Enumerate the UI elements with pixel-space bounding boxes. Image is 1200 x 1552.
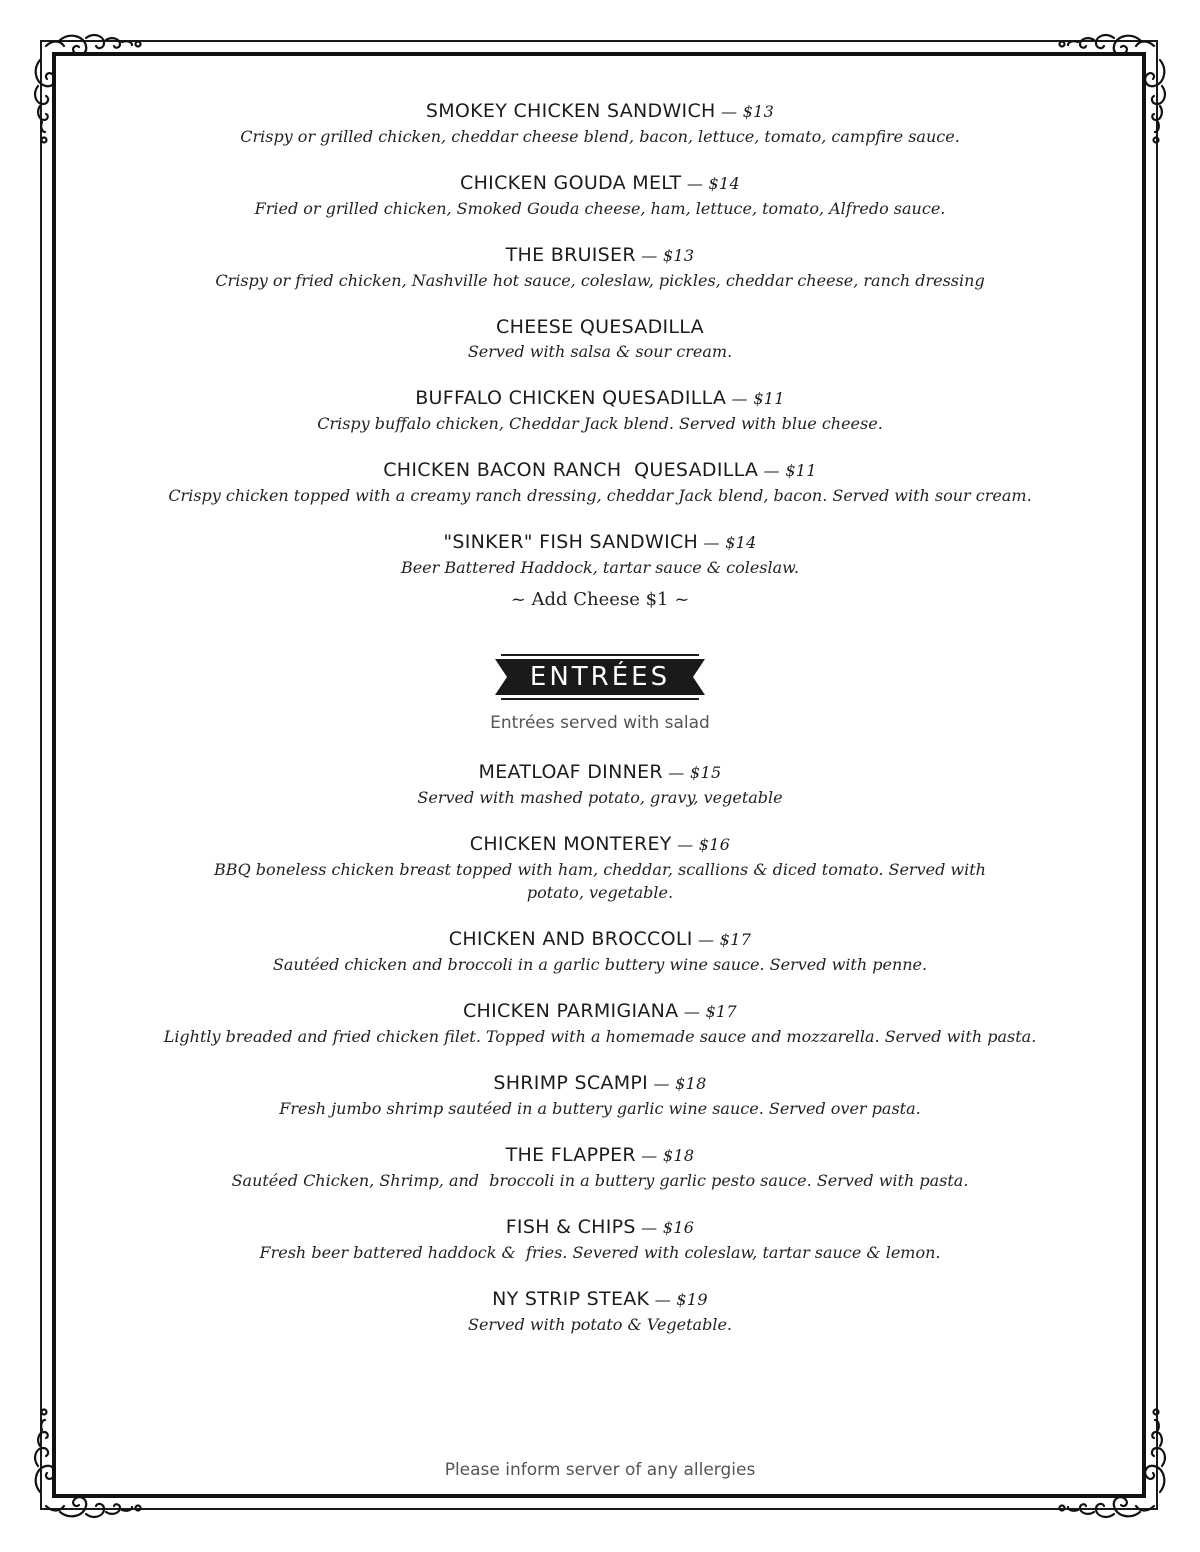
menu-item bbox=[60, 831, 1140, 904]
menu-item-heading bbox=[60, 314, 1140, 340]
menu-item bbox=[60, 998, 1140, 1048]
menu-item-price: $13 bbox=[742, 102, 775, 121]
menu-item bbox=[60, 529, 1140, 579]
menu-item-name: CHICKEN MONTEREY bbox=[469, 833, 672, 855]
price-separator: — bbox=[635, 1218, 663, 1237]
menu-item-description: Served with potato & Vegetable. bbox=[467, 1315, 732, 1334]
banner-ribbon bbox=[495, 653, 705, 701]
menu-item-description: Crispy or fried chicken, Nashville hot sauce, coleslaw, pickles, cheddar cheese, ranch dressing bbox=[215, 271, 985, 290]
menu-item bbox=[60, 98, 1140, 148]
price-separator: — bbox=[671, 835, 699, 854]
price-separator: — bbox=[678, 1002, 706, 1021]
menu-item bbox=[60, 1286, 1140, 1336]
menu-item bbox=[60, 1142, 1140, 1192]
menu-item-name: SMOKEY CHICKEN SANDWICH bbox=[425, 100, 716, 122]
price-separator: — bbox=[758, 461, 786, 480]
add-cheese-note: ~ Add Cheese $1 ~ bbox=[510, 589, 690, 610]
price-separator: — bbox=[726, 389, 754, 408]
menu-item-heading bbox=[60, 457, 1140, 484]
menu-item-price: $16 bbox=[662, 1218, 695, 1237]
menu-item-heading bbox=[60, 998, 1140, 1025]
menu-item-description: Served with salsa & sour cream. bbox=[467, 342, 733, 361]
menu-item-price: $18 bbox=[675, 1074, 707, 1093]
menu-item-price: $19 bbox=[676, 1290, 708, 1309]
price-separator: — bbox=[649, 1290, 677, 1309]
menu-item-description: Crispy buffalo chicken, Cheddar Jack blend. Served with blue cheese. bbox=[317, 414, 883, 433]
menu-item-price: $18 bbox=[662, 1146, 695, 1165]
menu-item-price: $11 bbox=[753, 389, 785, 408]
menu-item-name: THE BRUISER bbox=[505, 244, 636, 266]
menu-item-name: SHRIMP SCAMPI bbox=[493, 1072, 649, 1094]
menu-item-heading bbox=[60, 170, 1140, 197]
menu-item-heading bbox=[60, 1070, 1140, 1097]
menu-item-heading bbox=[60, 1286, 1140, 1313]
menu-item-description: Sautéed Chicken, Shrimp, and broccoli in a buttery garlic pesto sauce. Served with pasta. bbox=[231, 1171, 969, 1190]
menu-item bbox=[60, 242, 1140, 292]
menu-item-price: $17 bbox=[719, 930, 752, 949]
menu-item-heading bbox=[60, 385, 1140, 412]
menu-item-price: $14 bbox=[725, 533, 757, 552]
menu-item bbox=[60, 170, 1140, 220]
section-title: ENTRÉES bbox=[529, 662, 671, 692]
menu-item-price: $17 bbox=[705, 1002, 738, 1021]
menu-content bbox=[60, 98, 1140, 1358]
menu-item-heading bbox=[60, 242, 1140, 269]
menu-item-description: Beer Battered Haddock, tartar sauce & coleslaw. bbox=[400, 558, 800, 577]
menu-item bbox=[60, 457, 1140, 507]
sandwich-list bbox=[60, 98, 1140, 613]
menu-item-description: Sautéed chicken and broccoli in a garlic buttery wine sauce. Served with penne. bbox=[272, 955, 928, 974]
price-separator: — bbox=[662, 763, 690, 782]
price-separator: — bbox=[698, 533, 726, 552]
menu-item-name: CHICKEN PARMIGIANA bbox=[462, 1000, 679, 1022]
menu-item-name: NY STRIP STEAK bbox=[492, 1288, 650, 1310]
menu-item-heading bbox=[60, 529, 1140, 556]
menu-item-name: BUFFALO CHICKEN QUESADILLA bbox=[415, 387, 727, 409]
menu-item-description: Fresh jumbo shrimp sautéed in a buttery garlic wine sauce. Served over pasta. bbox=[279, 1099, 921, 1118]
menu-item-price: $16 bbox=[698, 835, 731, 854]
menu-item bbox=[60, 926, 1140, 976]
menu-item-heading bbox=[60, 926, 1140, 953]
menu-item-heading bbox=[60, 1214, 1140, 1241]
menu-item-name: FISH & CHIPS bbox=[505, 1216, 636, 1238]
price-separator: — bbox=[635, 1146, 663, 1165]
menu-item-price: $15 bbox=[690, 763, 722, 782]
menu-item bbox=[60, 1070, 1140, 1120]
price-separator: — bbox=[635, 246, 663, 265]
menu-item bbox=[60, 314, 1140, 363]
menu-item-heading bbox=[60, 831, 1140, 858]
menu-item-name: CHICKEN AND BROCCOLI bbox=[448, 928, 693, 950]
menu-item-name: "SINKER" FISH SANDWICH bbox=[443, 531, 699, 553]
menu-item-description: Crispy chicken topped with a creamy ranch dressing, cheddar Jack blend, bacon. Served with sour cream. bbox=[168, 486, 1032, 505]
price-separator: — bbox=[648, 1074, 676, 1093]
allergy-note: Please inform server of any allergies bbox=[444, 1460, 756, 1480]
menu-item-name: MEATLOAF DINNER bbox=[478, 761, 663, 783]
menu-item-price: $14 bbox=[708, 174, 740, 193]
menu-item-description: Fried or grilled chicken, Smoked Gouda cheese, ham, lettuce, tomato, Alfredo sauce. bbox=[254, 199, 946, 218]
price-separator: — bbox=[681, 174, 709, 193]
menu-item-description: Served with mashed potato, gravy, vegetable bbox=[417, 788, 783, 807]
entrees-banner bbox=[60, 653, 1140, 703]
menu-item-name: CHICKEN GOUDA MELT bbox=[460, 172, 682, 194]
menu-item-name: CHEESE QUESADILLA bbox=[496, 316, 704, 338]
menu-item-price: $11 bbox=[785, 461, 817, 480]
menu-item-description: Fresh beer battered haddock & fries. Severed with coleslaw, tartar sauce & lemon. bbox=[259, 1243, 941, 1262]
menu-item-heading bbox=[60, 759, 1140, 786]
price-separator: — bbox=[715, 102, 743, 121]
menu-item-heading bbox=[60, 1142, 1140, 1169]
menu-item-price: $13 bbox=[662, 246, 695, 265]
menu-item-heading bbox=[60, 98, 1140, 125]
section-subtitle: Entrées served with salad bbox=[490, 713, 710, 733]
menu-item-name: THE FLAPPER bbox=[505, 1144, 636, 1166]
menu-item-description: BBQ boneless chicken breast topped with ham, cheddar, scallions & diced tomato. Served with potato, vegetable. bbox=[214, 860, 986, 902]
menu-item-description: Lightly breaded and fried chicken filet. Topped with a homemade sauce and mozzarella. Served with pasta. bbox=[163, 1027, 1037, 1046]
price-separator: — bbox=[692, 930, 720, 949]
entree-list bbox=[60, 759, 1140, 1336]
menu-item-description: Crispy or grilled chicken, cheddar cheese blend, bacon, lettuce, tomato, campfire sauce. bbox=[240, 127, 960, 146]
menu-item bbox=[60, 1214, 1140, 1264]
menu-item-name: CHICKEN BACON RANCH QUESADILLA bbox=[383, 459, 759, 481]
menu-item bbox=[60, 759, 1140, 809]
menu-item bbox=[60, 385, 1140, 435]
